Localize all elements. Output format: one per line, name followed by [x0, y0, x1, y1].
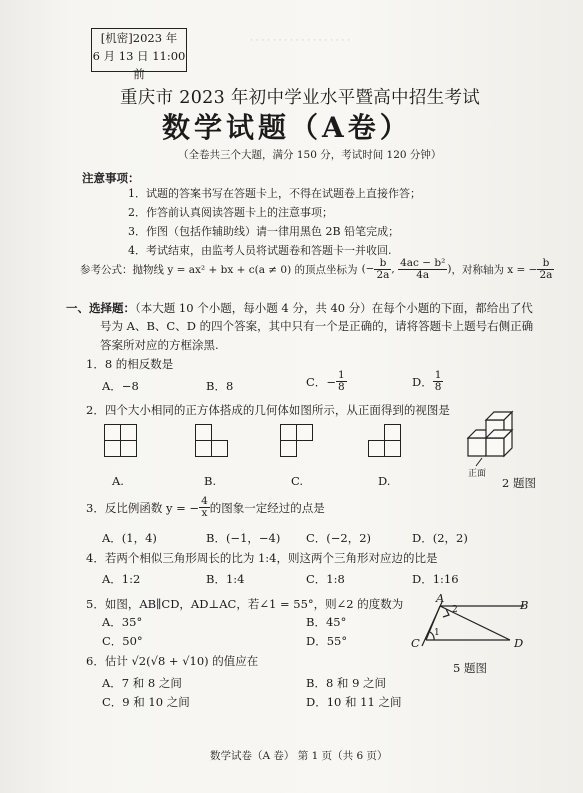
q2-figure-caption: 2 题图 — [502, 476, 536, 490]
section1-intro-line3: 答案所对应的方框涂黑. — [100, 338, 219, 352]
q6-option-d: D．10 和 11 之间 — [306, 695, 402, 709]
bleed-through-text: · · · · · · · · · · · · · · · · · · — [250, 36, 351, 46]
seal-line-2: 6 月 13 日 11:00 前 — [92, 49, 186, 81]
q6-option-a: A．7 和 8 之间 — [102, 676, 182, 690]
page-footer: 数学试卷（A 卷） 第 1 页（共 6 页） — [210, 750, 388, 762]
reference-formula: 参考公式：抛物线 y = ax² + bx + c(a ≠ 0) 的顶点坐标为 (− $\frac{b}{2a}$ , $\frac{\text{4ac − b²}}{4a}$ ) ，对称轴为 x = − $\frac{b}{2a}$ — [80, 256, 553, 281]
question-4-stem: 4．若两个相似三角形周长的比为 1:4，则这两个三角形对应边的比是 — [86, 551, 438, 565]
section1-intro-line1: 一、选择题：（本大题 10 个小题，每小题 4 分，共 40 分）在每个小题的下面，都给出了代 — [66, 301, 533, 315]
q2-option-b-label: B. — [204, 474, 217, 488]
q5-label-d: D — [514, 636, 524, 650]
q2-option-a-figure — [104, 424, 144, 464]
q5-label-c: C — [411, 636, 420, 650]
q4-option-c: C．1:8 — [306, 572, 345, 586]
section1-heading: 一、选择题： — [66, 301, 135, 315]
q2-option-a-label: A. — [112, 474, 124, 488]
q2-option-c-label: C. — [291, 474, 304, 488]
exam-title: 重庆市 2023 年初中学业水平暨高中招生考试 — [120, 88, 481, 108]
exam-subtitle: （全卷共三个大题，满分 150 分，考试时间 120 分钟） — [178, 149, 442, 161]
q2-option-c-figure — [280, 424, 320, 464]
q3-option-a: A．(1，4) — [102, 531, 157, 545]
q4-option-b: B．1:4 — [206, 572, 245, 586]
q2-option-d-figure — [368, 424, 408, 464]
seal-line-1: [机密]2023 年 — [100, 31, 178, 45]
notice-heading: 注意事项： — [82, 171, 140, 185]
q5-option-b: B．45° — [306, 615, 347, 629]
q3-option-b: B．(−1，−4) — [206, 531, 281, 545]
axis-fraction: $\frac{b}{2a}$ — [539, 256, 553, 281]
q1-option-c: C． − $\frac{1}{8}$ — [306, 369, 345, 393]
confidential-seal-box — [91, 28, 187, 81]
q5-angle-1-label: 1 — [434, 628, 440, 638]
q5-figure-caption: 5 题图 — [453, 661, 487, 675]
subject-title: 数学试题（A卷） — [162, 111, 412, 144]
question-3-stem: 3． 反比例函数 y = − $\frac{4}{x}$ 的图象一定经过的点是 — [86, 495, 325, 519]
q1-option-d: D． $\frac{1}{8}$ — [412, 369, 442, 393]
q5-label-a: A — [436, 591, 445, 605]
section1-intro-line2: 号为 A、B、C、D 的四个答案，其中只有一个是正确的，请将答题卡上题号右侧正确 — [100, 319, 534, 333]
notice-item: 3．作图（包括作辅助线）请一律用黑色 2B 铅笔完成； — [128, 225, 400, 238]
q2-option-d-label: D. — [378, 474, 391, 488]
vertex-x-fraction: $\frac{b}{2a}$ — [376, 256, 390, 281]
q6-option-b: B．8 和 9 之间 — [306, 676, 387, 690]
q4-option-a: A．1:2 — [102, 572, 141, 586]
q6-option-c: C．9 和 10 之间 — [102, 695, 190, 709]
q3-option-c: C．(−2，2) — [306, 531, 372, 545]
q1-option-b: B．8 — [206, 379, 234, 393]
q3-option-d: D．(2，2) — [412, 531, 468, 545]
q5-parallel-lines-figure — [416, 596, 528, 656]
q2-front-label: 正面 — [468, 469, 487, 479]
formula-lead: 参考公式：抛物线 y = ax² + bx + c(a ≠ 0) 的顶点坐标为 — [80, 263, 358, 276]
q5-option-a: A．35° — [102, 615, 143, 629]
question-6-stem: 6．估计 √2(√8 + √10) 的值应在 — [86, 654, 259, 668]
q2-cube-stack-figure — [460, 410, 536, 472]
notice-item: 4．考试结束，由监考人员将试题卷和答题卡一并收回. — [128, 244, 392, 257]
q4-option-d: D．1:16 — [412, 572, 459, 586]
question-5-stem: 5．如图，AB∥CD，AD⊥AC，若∠1 = 55°，则∠2 的度数为 — [86, 597, 404, 611]
q5-angle-2-label: 2 — [452, 605, 458, 615]
axis-lead: ，对称轴为 x = − — [451, 263, 538, 276]
q1-option-a: A．−8 — [102, 379, 139, 393]
q5-option-c: C．50° — [102, 634, 143, 648]
question-1-stem: 1．8 的相反数是 — [86, 357, 174, 371]
q5-label-b: B — [520, 598, 529, 612]
question-2-stem: 2．四个大小相同的正方体搭成的几何体如图所示，从正面得到的视图是 — [86, 403, 450, 417]
notice-item: 1．试题的答案书写在答题卡上，不得在试题卷上直接作答； — [128, 187, 421, 200]
vertex-y-fraction: $\frac{\text{4ac − b²}}{4a}$ — [400, 256, 446, 281]
q5-option-d: D．55° — [306, 634, 348, 648]
q2-option-b-figure — [195, 424, 235, 464]
notice-item: 2．作答前认真阅读答题卡上的注意事项； — [128, 206, 333, 219]
